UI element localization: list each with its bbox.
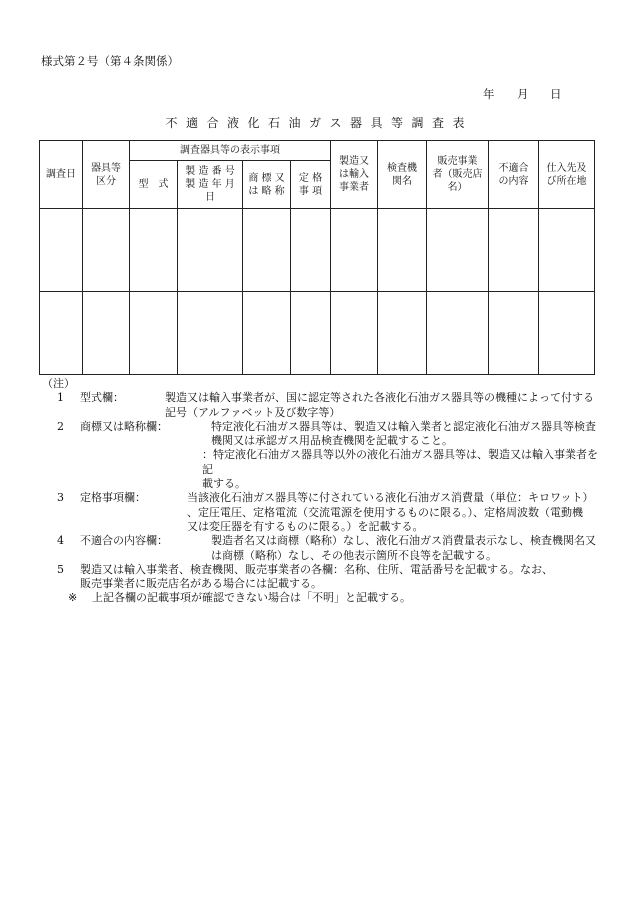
note-item	[42, 534, 602, 563]
table-cell[interactable]	[40, 292, 83, 375]
note-text: 製造又は輸入事業者、検査機関、販売事業者の各欄：名称、住所、電話番号を記載する。なお、 販売事業者に販売店名がある場合には記載する。	[80, 562, 553, 591]
note-number: ※	[68, 591, 78, 605]
table-cell[interactable]	[243, 209, 291, 292]
title-char: 化	[247, 116, 260, 130]
note-number: 4	[57, 534, 64, 548]
note-number: 1	[57, 391, 64, 405]
title-char: ス	[329, 116, 342, 130]
table-cell[interactable]	[331, 209, 378, 292]
table-cell[interactable]	[378, 209, 427, 292]
header-supplier: 仕入先及 び所在地	[539, 141, 595, 209]
notes-heading: （注）	[42, 377, 75, 390]
table-cell[interactable]	[427, 292, 489, 375]
title-char: 液	[226, 116, 239, 130]
note-text: 当該液化石油ガス器具等に付されている液化石油ガス消費量（単位：キロワット） 、定圧電圧、定格電流（交流電源を使用するものに限る。）、定格周波数（電動機 又は変圧器を有するものに限る。）を記載する。	[187, 491, 594, 533]
date-day-label: 日	[550, 87, 562, 101]
header-manufacturer: 製造又 は輸入 事業者	[331, 141, 378, 209]
form-label: 様式第２号（第４条関係）	[41, 54, 179, 68]
title-char: 石	[267, 116, 280, 130]
table-cell[interactable]	[40, 209, 83, 292]
note-text: 特定液化石油ガス器具等は、製造又は輸入業者と認定液化石油ガス器具等検査 機関又は承認ガス用品検査機関を記載すること。	[211, 419, 596, 448]
table-cell[interactable]	[489, 292, 539, 375]
note-text: ：特定液化石油ガス器具等以外の液化石油ガス器具等は、製造又は輸入事業者を記 載する。	[202, 448, 598, 491]
table-cell[interactable]	[178, 292, 243, 375]
table-cell[interactable]	[378, 292, 427, 375]
note-item	[42, 391, 602, 420]
table-cell[interactable]	[539, 209, 595, 292]
title-char: 不	[165, 116, 178, 130]
survey-table	[39, 140, 595, 375]
header-nonconformity: 不適合 の内容	[489, 141, 539, 209]
table-cell[interactable]	[243, 292, 291, 375]
header-category: 器具等 区分	[83, 141, 130, 209]
title-char: 等	[390, 116, 403, 130]
note-label: 型式欄：	[80, 391, 124, 405]
header-model: 型 式	[130, 161, 178, 209]
table-cell[interactable]	[427, 209, 489, 292]
header-trade-name: 商 標 又 は 略 称	[243, 161, 291, 209]
header-display-items: 調査器具等の表示事項	[130, 141, 331, 161]
table-cell[interactable]	[291, 209, 331, 292]
table-cell[interactable]	[331, 292, 378, 375]
note-label: 商標又は略称欄：	[80, 419, 168, 433]
header-serial-date: 製 造 番 号 製 造 年 月 日	[178, 161, 243, 209]
title-char: ガ	[308, 116, 321, 130]
note-item	[42, 420, 602, 449]
note-item	[42, 563, 602, 592]
title-char: 表	[452, 116, 465, 130]
table-cell[interactable]	[83, 292, 130, 375]
note-label: 定格事項欄：	[80, 491, 146, 505]
title-char: 合	[206, 116, 219, 130]
note-item	[42, 491, 602, 534]
table-cell[interactable]	[130, 209, 178, 292]
table-cell[interactable]	[539, 292, 595, 375]
title-char: 適	[185, 116, 198, 130]
date-month-label: 月	[517, 87, 529, 101]
header-seller: 販売事業 者（販売店 名）	[427, 141, 489, 209]
page-title	[0, 114, 630, 131]
table-cell[interactable]	[489, 209, 539, 292]
note-text: 上記各欄の記載事項が確認できない場合は「不明」と記載する。	[92, 591, 411, 605]
note-text: 製造者名又は商標（略称）なし、液化石油ガス消費量表示なし、検査機関名又 は商標（略称）なし、その他表示箇所不良等を記載する。	[211, 534, 596, 562]
date-line	[483, 86, 562, 102]
table-row	[40, 209, 595, 292]
note-number: 3	[57, 491, 64, 505]
table-cell[interactable]	[83, 209, 130, 292]
note-number: 5	[57, 562, 64, 576]
date-year-label: 年	[483, 87, 495, 101]
header-inspection-body: 検査機 関名	[378, 141, 427, 209]
note-number: 2	[57, 419, 64, 433]
table-cell[interactable]	[178, 209, 243, 292]
header-rating: 定 格 事 項	[291, 161, 331, 209]
title-char: 具	[370, 116, 383, 130]
note-item	[42, 448, 602, 491]
title-char: 査	[431, 116, 444, 130]
table-row	[40, 292, 595, 375]
header-survey-date: 調査日	[40, 141, 83, 209]
title-char: 油	[288, 116, 301, 130]
notes-section	[42, 377, 602, 606]
note-item	[42, 591, 602, 605]
note-text: 製造又は輸入事業者が、国に認定等された各液化石油ガス器具等の機種によって付する 記号（アルファベット及び数字等）	[165, 391, 594, 419]
title-char: 調	[411, 116, 424, 130]
table-cell[interactable]	[130, 292, 178, 375]
title-char: 器	[349, 116, 362, 130]
note-label: 不適合の内容欄：	[80, 534, 168, 548]
table-cell[interactable]	[291, 292, 331, 375]
